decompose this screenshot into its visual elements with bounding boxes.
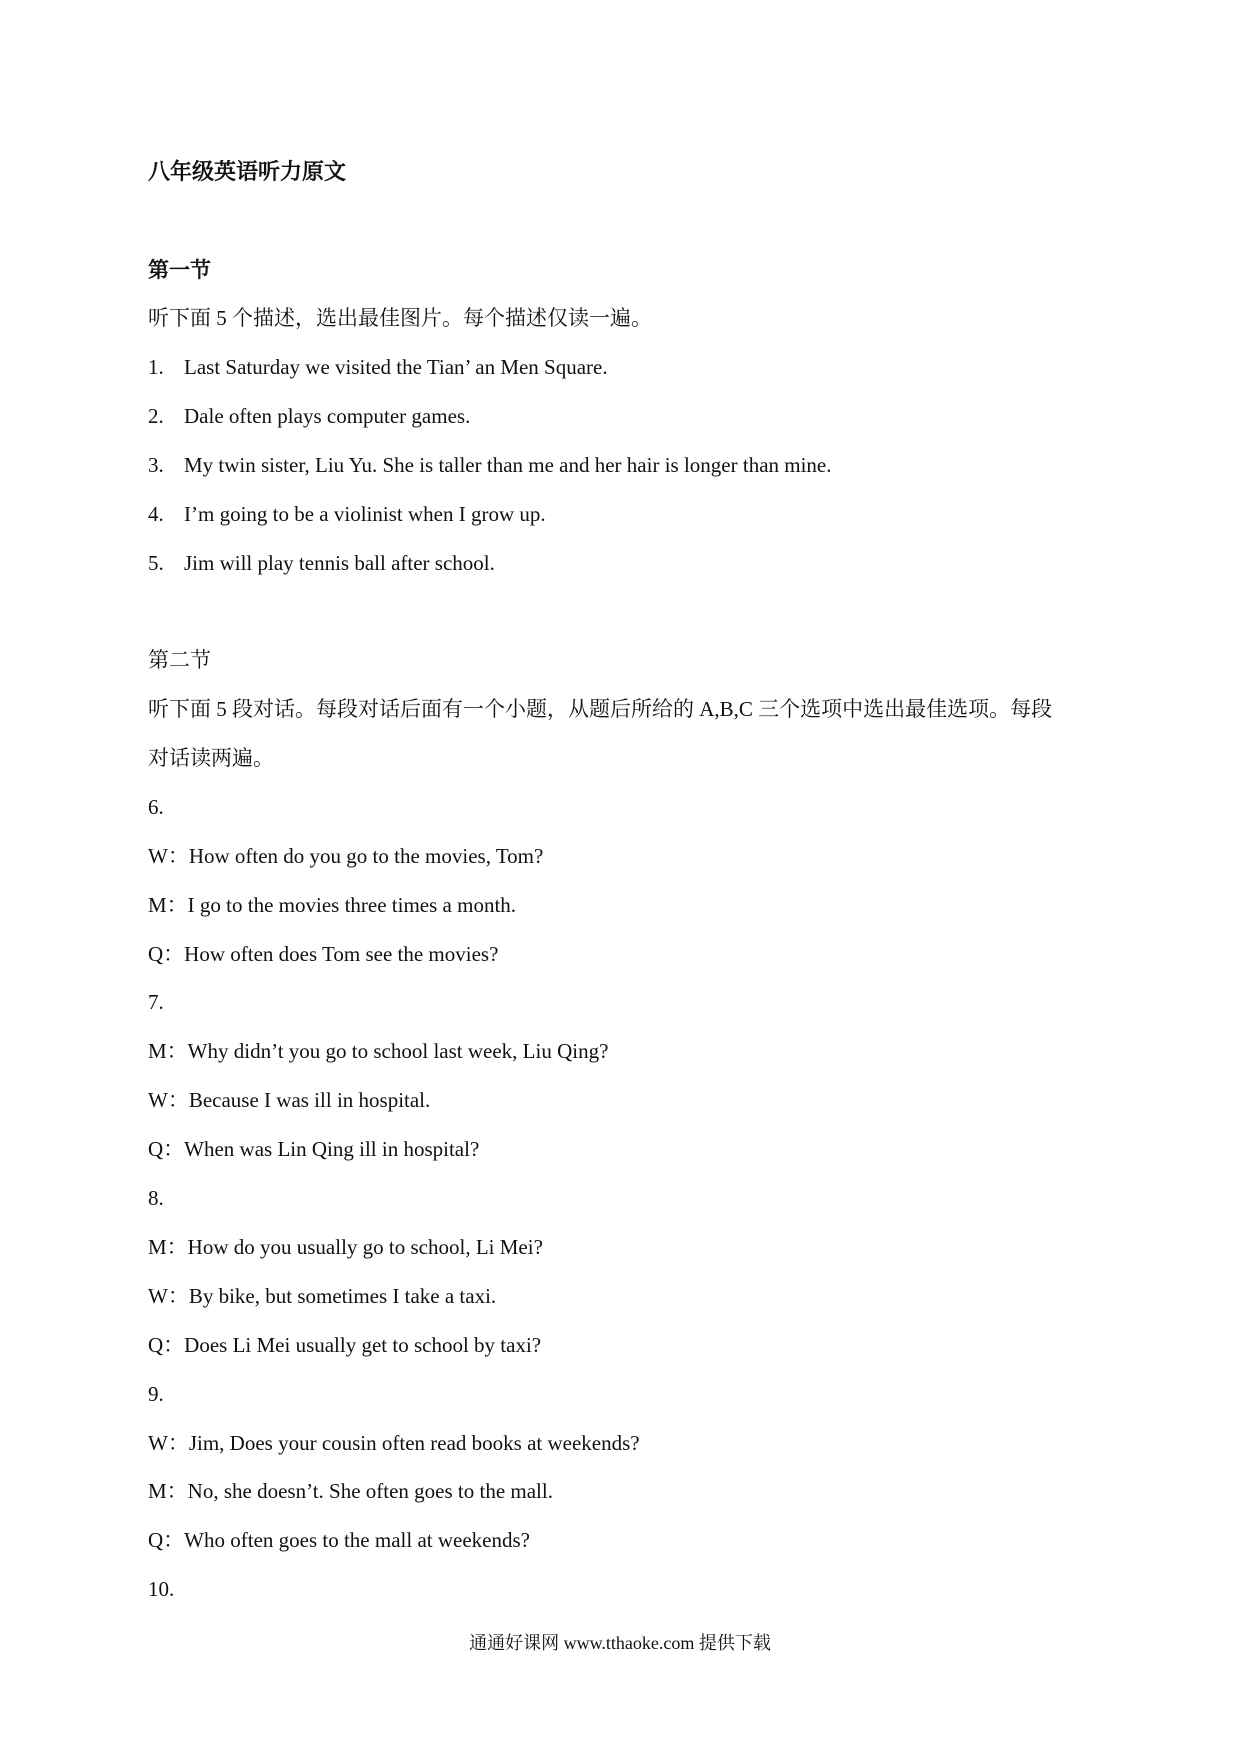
question-number: 9. [148,1382,164,1406]
question-line: Q：Does Li Mei usually get to school by taxi? [148,1333,542,1357]
question-number: 7. [148,990,164,1014]
question-number: 8. [148,1186,164,1210]
dialogue-line: W：Because I was ill in hospital. [148,1088,431,1112]
item-text: My twin sister, Liu Yu. She is taller than me and her hair is longer than mine. [184,453,832,477]
list-item [148,402,470,430]
section2-instruction-line1: 听下面 5 段对话。每段对话后面有一个小题，从题后所给的 A,B,C 三个选项中选出最佳选项。每段 [148,697,1053,721]
dialogue-line: W：By bike, but sometimes I take a taxi. [148,1284,497,1308]
dialogue-line: M：I go to the movies three times a month. [148,893,517,917]
dialogue-line: M：How do you usually go to school, Li Mei? [148,1235,543,1259]
list-item [148,500,546,528]
dialogue-line: W：How often do you go to the movies, Tom? [148,844,544,868]
item-number: 4. [148,502,164,526]
question-line: Q：Who often goes to the mall at weekends? [148,1528,530,1552]
item-number: 1. [148,355,164,379]
question-line: Q：When was Lin Qing ill in hospital? [148,1137,480,1161]
item-text: Last Saturday we visited the Tian’ an Men Square. [184,355,608,379]
section2-instruction-line2: 对话读两遍。 [148,746,274,770]
item-number: 5. [148,551,164,575]
section1-instruction: 听下面 5 个描述，选出最佳图片。每个描述仅读一遍。 [148,306,652,330]
item-text: I’m going to be a violinist when I grow up. [184,502,546,526]
item-number: 2. [148,404,164,428]
list-item [148,549,495,577]
item-text: Jim will play tennis ball after school. [184,551,495,575]
dialogue-line: W：Jim, Does your cousin often read books at weekends? [148,1431,640,1455]
item-number: 3. [148,453,164,477]
question-line: Q：How often does Tom see the movies? [148,942,499,966]
question-number: 10. [148,1577,175,1601]
dialogue-line: M：Why didn’t you go to school last week, Liu Qing? [148,1039,609,1063]
page-title: 八年级英语听力原文 [148,159,347,184]
list-item [148,353,608,381]
item-text: Dale often plays computer games. [184,404,471,428]
section1-heading: 第一节 [148,258,211,282]
dialogue-line: M：No, she doesn’t. She often goes to the mall. [148,1479,553,1503]
list-item [148,451,832,479]
question-number: 6. [148,795,164,819]
page-footer: 通通好课网 www.tthaoke.com 提供下载 [469,1633,771,1653]
section2-heading: 第二节 [148,648,211,672]
